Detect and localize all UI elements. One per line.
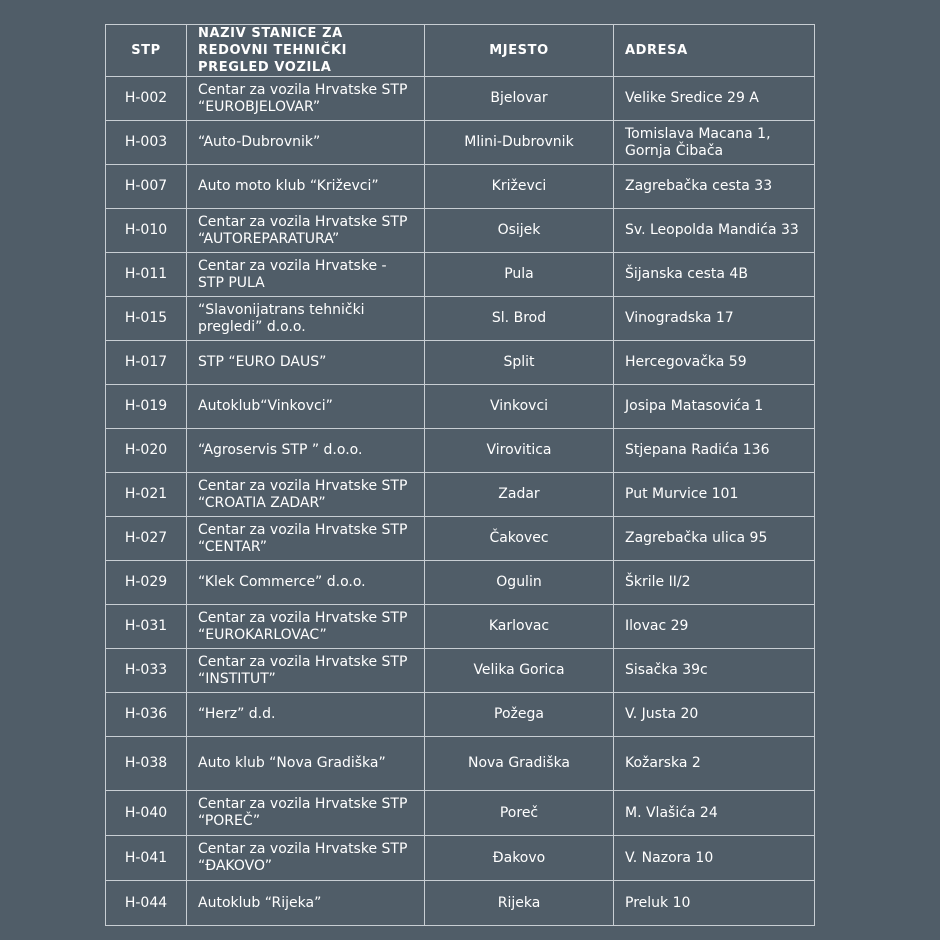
header-naziv: NAZIV STANICE ZA REDOVNI TEHNIČKI PREGLED VOZILA (187, 25, 425, 77)
cell-naziv: STP “EURO DAUS” (187, 341, 425, 385)
cell-adresa: Šijanska cesta 4B (614, 253, 815, 297)
table-row (106, 881, 815, 926)
cell-naziv: Centar za vozila Hrvatske STP “CENTAR” (187, 517, 425, 561)
table-row (106, 836, 815, 881)
table-row (106, 253, 815, 297)
cell-stp: H-029 (106, 561, 187, 605)
table-body (106, 77, 815, 926)
cell-naziv: “Klek Commerce” d.o.o. (187, 561, 425, 605)
cell-naziv: Centar za vozila Hrvatske STP “EUROBJELOVAR” (187, 77, 425, 121)
table-row (106, 209, 815, 253)
table-row (106, 429, 815, 473)
cell-stp: H-044 (106, 881, 187, 926)
cell-adresa: Put Murvice 101 (614, 473, 815, 517)
cell-naziv: Auto klub “Nova Gradiška” (187, 737, 425, 791)
table-row (106, 77, 815, 121)
cell-mjesto: Zadar (425, 473, 614, 517)
table-row (106, 297, 815, 341)
cell-naziv: “Agroservis STP ” d.o.o. (187, 429, 425, 473)
cell-adresa: Zagrebačka ulica 95 (614, 517, 815, 561)
cell-mjesto: Mlini-Dubrovnik (425, 121, 614, 165)
table-row (106, 561, 815, 605)
cell-stp: H-003 (106, 121, 187, 165)
table-row (106, 737, 815, 791)
cell-adresa: Zagrebačka cesta 33 (614, 165, 815, 209)
cell-mjesto: Velika Gorica (425, 649, 614, 693)
cell-mjesto: Karlovac (425, 605, 614, 649)
cell-stp: H-027 (106, 517, 187, 561)
cell-mjesto: Sl. Brod (425, 297, 614, 341)
cell-stp: H-031 (106, 605, 187, 649)
stations-table-container (105, 24, 814, 926)
cell-mjesto: Požega (425, 693, 614, 737)
cell-adresa: Stjepana Radića 136 (614, 429, 815, 473)
cell-adresa: Josipa Matasovića 1 (614, 385, 815, 429)
table-row (106, 121, 815, 165)
cell-naziv: Auto moto klub “Križevci” (187, 165, 425, 209)
cell-stp: H-041 (106, 836, 187, 881)
cell-adresa: Sv. Leopolda Mandića 33 (614, 209, 815, 253)
cell-mjesto: Ogulin (425, 561, 614, 605)
cell-stp: H-010 (106, 209, 187, 253)
table-row (106, 341, 815, 385)
table-row (106, 473, 815, 517)
cell-stp: H-021 (106, 473, 187, 517)
cell-stp: H-038 (106, 737, 187, 791)
cell-adresa: Sisačka 39c (614, 649, 815, 693)
cell-stp: H-040 (106, 791, 187, 836)
cell-naziv: Centar za vozila Hrvatske STP “AUTOREPARATURA” (187, 209, 425, 253)
cell-stp: H-011 (106, 253, 187, 297)
cell-naziv: Centar za vozila Hrvatske STP “ĐAKOVO” (187, 836, 425, 881)
cell-mjesto: Nova Gradiška (425, 737, 614, 791)
cell-naziv: Centar za vozila Hrvatske - STP PULA (187, 253, 425, 297)
cell-mjesto: Đakovo (425, 836, 614, 881)
cell-stp: H-019 (106, 385, 187, 429)
cell-mjesto: Osijek (425, 209, 614, 253)
cell-mjesto: Čakovec (425, 517, 614, 561)
cell-adresa: Hercegovačka 59 (614, 341, 815, 385)
cell-stp: H-020 (106, 429, 187, 473)
cell-naziv: “Slavonijatrans tehnički pregledi” d.o.o. (187, 297, 425, 341)
cell-adresa: M. Vlašića 24 (614, 791, 815, 836)
cell-mjesto: Pula (425, 253, 614, 297)
cell-stp: H-033 (106, 649, 187, 693)
table-row (106, 791, 815, 836)
cell-stp: H-007 (106, 165, 187, 209)
cell-naziv: Autoklub “Rijeka” (187, 881, 425, 926)
cell-mjesto: Rijeka (425, 881, 614, 926)
cell-adresa: Ilovac 29 (614, 605, 815, 649)
cell-naziv: Centar za vozila Hrvatske STP “CROATIA ZADAR” (187, 473, 425, 517)
cell-stp: H-036 (106, 693, 187, 737)
cell-adresa: Vinogradska 17 (614, 297, 815, 341)
table-row (106, 649, 815, 693)
cell-adresa: Preluk 10 (614, 881, 815, 926)
cell-mjesto: Virovitica (425, 429, 614, 473)
table-header-row (106, 25, 815, 77)
cell-adresa: Velike Sredice 29 A (614, 77, 815, 121)
cell-mjesto: Vinkovci (425, 385, 614, 429)
cell-mjesto: Bjelovar (425, 77, 614, 121)
cell-mjesto: Križevci (425, 165, 614, 209)
header-mjesto: MJESTO (425, 25, 614, 77)
table-row (106, 693, 815, 737)
cell-mjesto: Split (425, 341, 614, 385)
table-row (106, 165, 815, 209)
stations-table (105, 24, 815, 926)
header-adresa: ADRESA (614, 25, 815, 77)
cell-stp: H-002 (106, 77, 187, 121)
cell-adresa: Kožarska 2 (614, 737, 815, 791)
table-row (106, 385, 815, 429)
cell-adresa: V. Justa 20 (614, 693, 815, 737)
table-row (106, 517, 815, 561)
header-stp: STP (106, 25, 187, 77)
cell-naziv: Centar za vozila Hrvatske STP “EUROKARLOVAC” (187, 605, 425, 649)
cell-adresa: Škrile II/2 (614, 561, 815, 605)
cell-stp: H-017 (106, 341, 187, 385)
cell-naziv: Autoklub“Vinkovci” (187, 385, 425, 429)
cell-mjesto: Poreč (425, 791, 614, 836)
cell-naziv: “Herz” d.d. (187, 693, 425, 737)
cell-naziv: “Auto-Dubrovnik” (187, 121, 425, 165)
cell-naziv: Centar za vozila Hrvatske STP “INSTITUT” (187, 649, 425, 693)
cell-adresa: V. Nazora 10 (614, 836, 815, 881)
cell-stp: H-015 (106, 297, 187, 341)
cell-naziv: Centar za vozila Hrvatske STP “POREČ” (187, 791, 425, 836)
cell-adresa: Tomislava Macana 1, Gornja Čibača (614, 121, 815, 165)
table-row (106, 605, 815, 649)
